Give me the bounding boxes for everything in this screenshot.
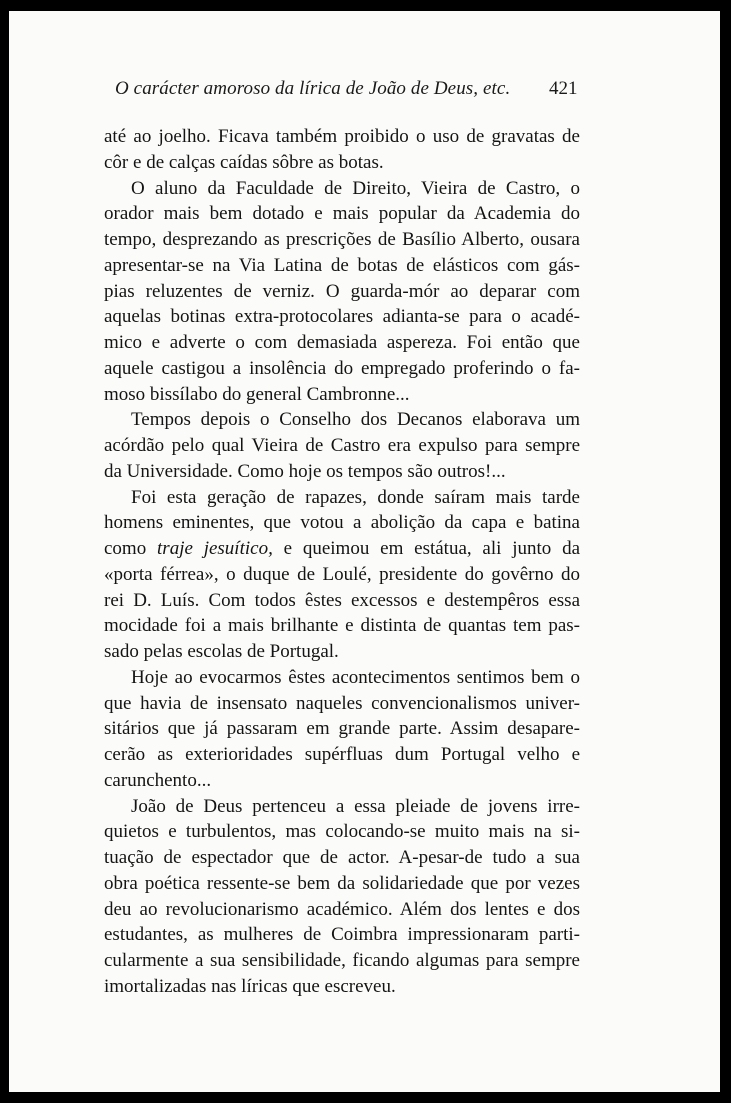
text-line: tempo, desprezando as prescrições de Basílio Alberto, ousara xyxy=(104,229,580,250)
paragraph xyxy=(104,665,580,794)
text-line: imortalizadas nas líricas que escreveu. xyxy=(104,975,396,997)
page-number: 421 xyxy=(549,78,578,99)
text-line: rei D. Luís. Com todos êstes excessos e destempêros essa xyxy=(104,589,580,611)
text-line: O aluno da Faculdade de Direito, Vieira de Castro, o xyxy=(131,177,580,199)
text-line: João de Deus pertenceu a essa pleiade de jovens irre- xyxy=(131,795,580,817)
text-line: moso bissílabo do general Cambronne... xyxy=(104,383,410,405)
text-line: pias reluzentes de verniz. O guarda-mór ao deparar com xyxy=(104,280,580,302)
text-line: até ao joelho. Ficava também proibido o uso de gravatas de xyxy=(104,126,580,147)
text-line: apresentar-se na Via Latina de botas de elásticos com gás- xyxy=(104,254,580,276)
text-line: sado pelas escolas de Portugal. xyxy=(104,641,339,662)
text-line: da Universidade. Como hoje os tempos são outros!... xyxy=(104,460,506,482)
text-line: Foi esta geração de rapazes, donde saíram mais tarde xyxy=(131,486,580,508)
text-line: orador mais bem dotado e mais popular da Academia do xyxy=(104,203,580,225)
paragraph xyxy=(104,794,580,1000)
body-text xyxy=(104,124,580,1000)
text-line: sitários que já passaram em grande parte. Assim desapare- xyxy=(104,718,580,740)
text-line: que havia de insensato naqueles convencionalismos univer- xyxy=(104,692,580,714)
text-line: aquelas botinas extra-protocolares adianta-se para o acadé- xyxy=(104,306,580,328)
text-line: Hoje ao evocarmos êstes acontecimentos sentimos bem o xyxy=(131,666,580,688)
paragraph xyxy=(104,124,580,176)
text-line: acórdão pelo qual Vieira de Castro era expulso para sempre xyxy=(104,435,580,456)
text-line: aquele castigou a insolência do empregado proferindo o fa- xyxy=(104,357,580,379)
text-line: mocidade foi a mais brilhante e distinta de quantas tem pas- xyxy=(104,615,580,637)
paragraph xyxy=(104,176,580,408)
text-line: «porta férrea», o duque de Loulé, presidente do govêrno do xyxy=(104,563,580,585)
text-line: cularmente a sua sensibilidade, ficando algumas para sempre xyxy=(104,950,580,971)
text-line: estudantes, as mulheres de Coimbra impressionaram parti- xyxy=(104,924,580,946)
italic-phrase: traje jesuítico, xyxy=(157,538,273,559)
text-line: carunchento... xyxy=(104,769,212,791)
text-line: tuação de espectador que de actor. A-pesar-de tudo a sua xyxy=(104,847,580,868)
text-line: côr e de calças caídas sôbre as botas. xyxy=(104,151,384,173)
text-line: deu ao revolucionarismo académico. Além dos lentes e dos xyxy=(104,898,580,920)
book-page xyxy=(9,11,720,1092)
text-line: mico e adverte o com demasiada aspereza. Foi então que xyxy=(104,332,580,353)
text-line: homens eminentes, que votou a abolição da capa e batina xyxy=(104,512,580,534)
text-line: quietos e turbulentos, mas colocando-se muito mais na si- xyxy=(104,821,580,843)
paragraph xyxy=(104,485,580,665)
running-title: O carácter amoroso da lírica de João de Deus, etc. xyxy=(115,78,511,99)
paragraph xyxy=(104,407,580,484)
text-line: cerão as exterioridades supérfluas dum Portugal velho e xyxy=(104,744,580,765)
text-line: obra poética ressente-se bem da solidariedade que por vezes xyxy=(104,872,580,894)
text-line: como traje jesuítico, e queimou em estátua, ali junto da xyxy=(104,538,580,559)
page-header xyxy=(9,78,720,106)
text-line: Tempos depois o Conselho dos Decanos elaborava um xyxy=(131,409,580,431)
